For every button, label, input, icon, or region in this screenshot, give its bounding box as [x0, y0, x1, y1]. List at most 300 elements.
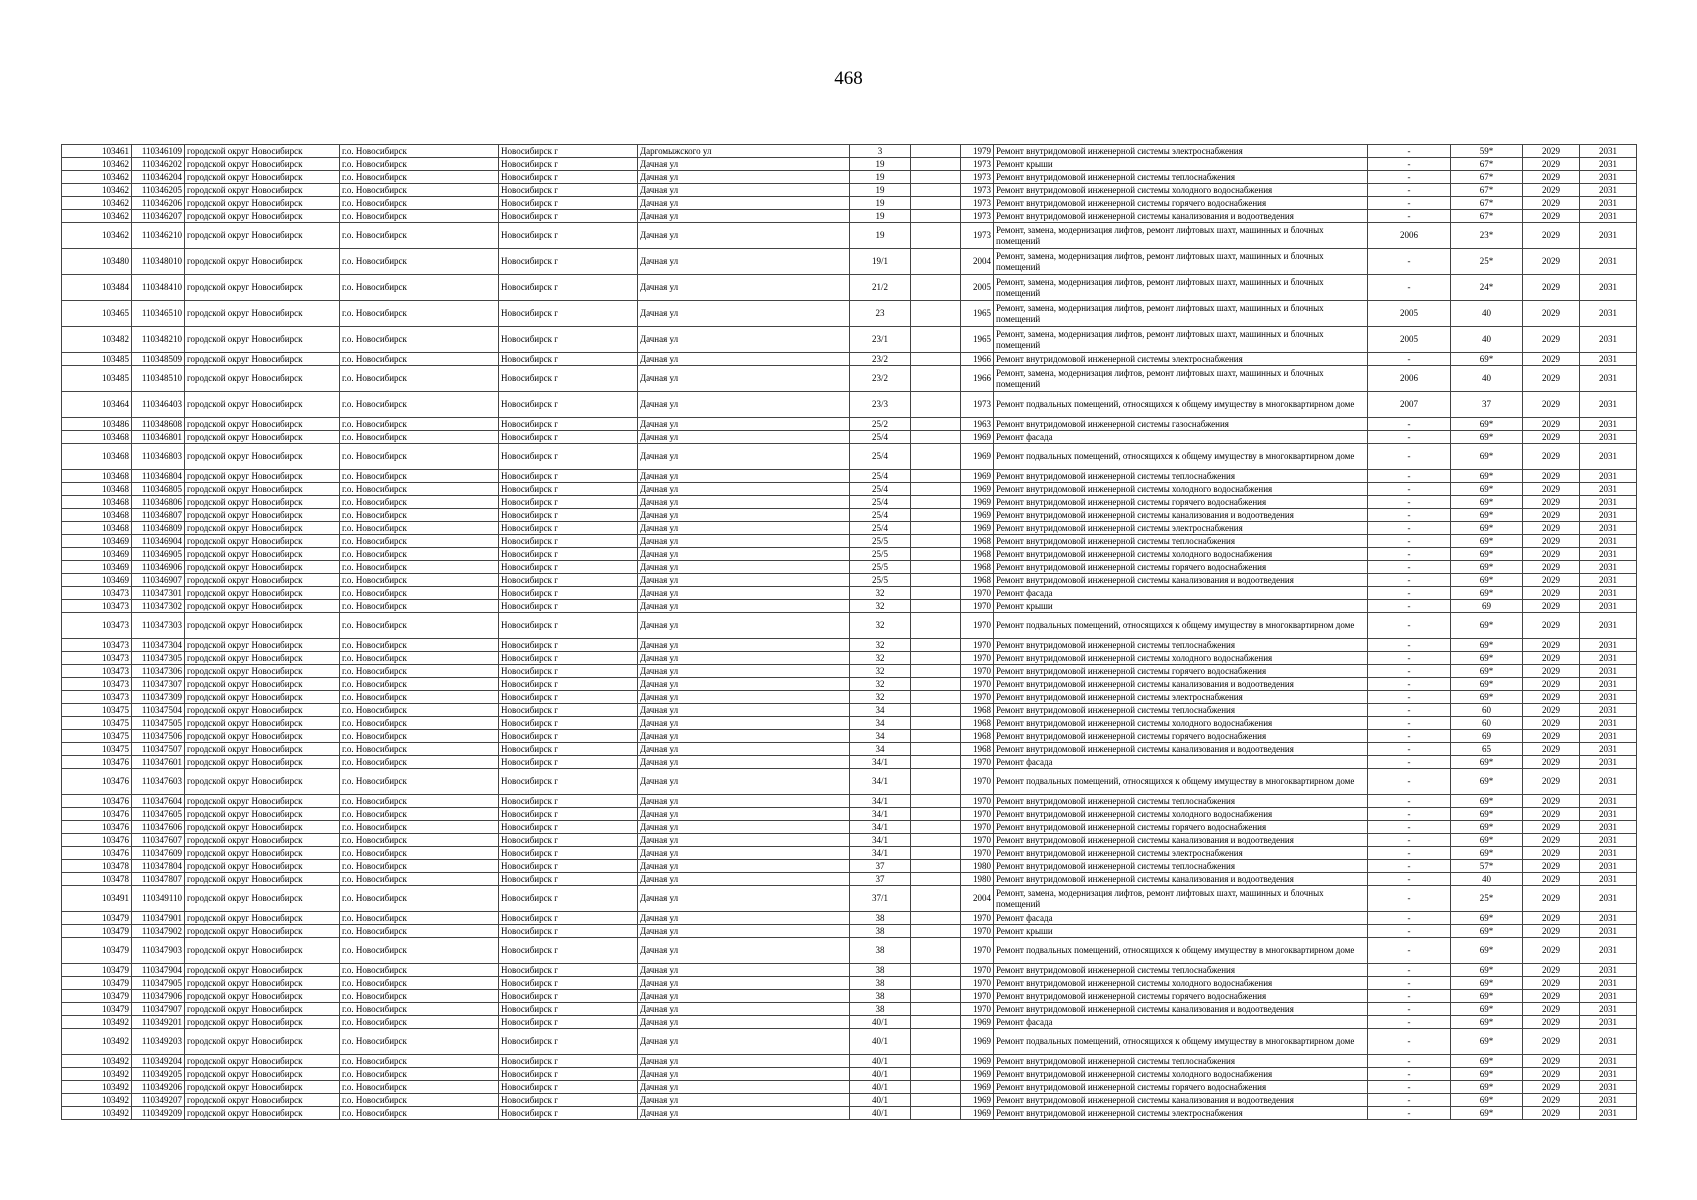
cell-municipal-district: городской округ Новосибирск: [185, 275, 340, 301]
cell-municipality: г.о. Новосибирск: [340, 184, 499, 197]
cell-municipality: г.о. Новосибирск: [340, 587, 499, 600]
cell-last-repair-year: -: [1368, 587, 1451, 600]
cell-municipality: г.о. Новосибирск: [340, 197, 499, 210]
cell-house-id: 103468: [62, 483, 132, 496]
cell-settlement: Новосибирск г: [499, 717, 638, 730]
cell-building: [911, 171, 961, 184]
cell-last-repair-year: -: [1368, 795, 1451, 808]
cell-street: Дачная ул: [638, 691, 850, 704]
cell-settlement: Новосибирск г: [499, 912, 638, 925]
cell-municipality: г.о. Новосибирск: [340, 912, 499, 925]
cell-wear-percent: 69*: [1451, 509, 1523, 522]
cell-street: Даргомыжского ул: [638, 145, 850, 158]
cell-building: [911, 1107, 961, 1120]
cell-municipality: г.о. Новосибирск: [340, 977, 499, 990]
cell-building: [911, 834, 961, 847]
cell-work-id: 110347302: [132, 600, 185, 613]
cell-street: Дачная ул: [638, 990, 850, 1003]
cell-municipal-district: городской округ Новосибирск: [185, 470, 340, 483]
cell-work-id: 110349206: [132, 1081, 185, 1094]
cell-street: Дачная ул: [638, 795, 850, 808]
cell-building: [911, 509, 961, 522]
cell-settlement: Новосибирск г: [499, 808, 638, 821]
cell-house-id: 103475: [62, 717, 132, 730]
cell-work-id: 110347606: [132, 821, 185, 834]
cell-work-id: 110347609: [132, 847, 185, 860]
table-row: [62, 1016, 1637, 1029]
cell-house-number: 40/1: [850, 1068, 911, 1081]
cell-plan-start-year: 2029: [1523, 184, 1580, 197]
cell-plan-start-year: 2029: [1523, 873, 1580, 886]
cell-house-id: 103479: [62, 1003, 132, 1016]
cell-municipality: г.о. Новосибирск: [340, 223, 499, 249]
cell-settlement: Новосибирск г: [499, 639, 638, 652]
cell-year-built: 1970: [961, 769, 994, 795]
cell-municipal-district: городской округ Новосибирск: [185, 769, 340, 795]
cell-last-repair-year: -: [1368, 756, 1451, 769]
cell-municipal-district: городской округ Новосибирск: [185, 184, 340, 197]
cell-wear-percent: 69*: [1451, 418, 1523, 431]
cell-wear-percent: 69*: [1451, 834, 1523, 847]
cell-settlement: Новосибирск г: [499, 353, 638, 366]
cell-house-number: 34/1: [850, 769, 911, 795]
cell-settlement: Новосибирск г: [499, 574, 638, 587]
cell-settlement: Новосибирск г: [499, 600, 638, 613]
cell-plan-start-year: 2029: [1523, 743, 1580, 756]
cell-last-repair-year: -: [1368, 158, 1451, 171]
cell-street: Дачная ул: [638, 509, 850, 522]
cell-work-id: 110347906: [132, 990, 185, 1003]
cell-plan-end-year: 2031: [1580, 600, 1637, 613]
cell-municipality: г.о. Новосибирск: [340, 548, 499, 561]
cell-wear-percent: 69*: [1451, 574, 1523, 587]
cell-municipality: г.о. Новосибирск: [340, 535, 499, 548]
cell-plan-start-year: 2029: [1523, 158, 1580, 171]
cell-building: [911, 1081, 961, 1094]
cell-work-type: Ремонт внутридомовой инженерной системы холодного водоснабжения: [994, 483, 1368, 496]
cell-municipality: г.о. Новосибирск: [340, 444, 499, 470]
cell-settlement: Новосибирск г: [499, 1055, 638, 1068]
cell-work-id: 110347505: [132, 717, 185, 730]
cell-municipal-district: городской округ Новосибирск: [185, 1068, 340, 1081]
cell-work-type: Ремонт крыши: [994, 600, 1368, 613]
cell-year-built: 1965: [961, 301, 994, 327]
cell-house-id: 103484: [62, 275, 132, 301]
cell-work-type: Ремонт фасада: [994, 756, 1368, 769]
cell-work-type: Ремонт, замена, модернизация лифтов, ремонт лифтовых шахт, машинных и блочных помещений: [994, 366, 1368, 392]
cell-municipality: г.о. Новосибирск: [340, 834, 499, 847]
cell-plan-start-year: 2029: [1523, 795, 1580, 808]
cell-house-number: 19: [850, 223, 911, 249]
cell-street: Дачная ул: [638, 275, 850, 301]
cell-settlement: Новосибирск г: [499, 964, 638, 977]
cell-house-number: 19: [850, 210, 911, 223]
cell-year-built: 1968: [961, 717, 994, 730]
cell-work-type: Ремонт, замена, модернизация лифтов, ремонт лифтовых шахт, машинных и блочных помещений: [994, 223, 1368, 249]
cell-work-type: Ремонт внутридомовой инженерной системы горячего водоснабжения: [994, 821, 1368, 834]
cell-work-id: 110347603: [132, 769, 185, 795]
cell-building: [911, 639, 961, 652]
cell-house-id: 103482: [62, 327, 132, 353]
table-row: [62, 418, 1637, 431]
cell-wear-percent: 67*: [1451, 210, 1523, 223]
cell-building: [911, 210, 961, 223]
cell-settlement: Новосибирск г: [499, 678, 638, 691]
cell-plan-end-year: 2031: [1580, 587, 1637, 600]
cell-plan-start-year: 2029: [1523, 912, 1580, 925]
cell-wear-percent: 69*: [1451, 678, 1523, 691]
cell-last-repair-year: -: [1368, 1081, 1451, 1094]
cell-building: [911, 1094, 961, 1107]
cell-last-repair-year: -: [1368, 210, 1451, 223]
cell-work-id: 110347304: [132, 639, 185, 652]
cell-plan-start-year: 2029: [1523, 301, 1580, 327]
cell-municipality: г.о. Новосибирск: [340, 613, 499, 639]
cell-house-number: 25/4: [850, 431, 911, 444]
cell-street: Дачная ул: [638, 925, 850, 938]
cell-settlement: Новосибирск г: [499, 587, 638, 600]
cell-year-built: 1970: [961, 821, 994, 834]
cell-street: Дачная ул: [638, 574, 850, 587]
cell-municipality: г.о. Новосибирск: [340, 821, 499, 834]
cell-house-id: 103464: [62, 392, 132, 418]
cell-wear-percent: 69*: [1451, 587, 1523, 600]
cell-last-repair-year: -: [1368, 522, 1451, 535]
cell-last-repair-year: -: [1368, 769, 1451, 795]
cell-year-built: 1969: [961, 1055, 994, 1068]
cell-house-number: 25/5: [850, 535, 911, 548]
cell-plan-start-year: 2029: [1523, 522, 1580, 535]
cell-year-built: 1970: [961, 587, 994, 600]
cell-municipality: г.о. Новосибирск: [340, 808, 499, 821]
cell-settlement: Новосибирск г: [499, 834, 638, 847]
cell-building: [911, 769, 961, 795]
cell-work-id: 110348410: [132, 275, 185, 301]
cell-last-repair-year: -: [1368, 912, 1451, 925]
cell-settlement: Новосибирск г: [499, 1016, 638, 1029]
cell-work-type: Ремонт внутридомовой инженерной системы электроснабжения: [994, 353, 1368, 366]
cell-building: [911, 717, 961, 730]
cell-settlement: Новосибирск г: [499, 977, 638, 990]
cell-plan-end-year: 2031: [1580, 704, 1637, 717]
cell-wear-percent: 69*: [1451, 561, 1523, 574]
table-row: [62, 197, 1637, 210]
cell-house-id: 103465: [62, 301, 132, 327]
cell-municipality: г.о. Новосибирск: [340, 691, 499, 704]
cell-street: Дачная ул: [638, 821, 850, 834]
table-row: [62, 990, 1637, 1003]
cell-settlement: Новосибирск г: [499, 1094, 638, 1107]
cell-house-id: 103492: [62, 1068, 132, 1081]
cell-settlement: Новосибирск г: [499, 366, 638, 392]
cell-municipal-district: городской округ Новосибирск: [185, 301, 340, 327]
cell-municipal-district: городской округ Новосибирск: [185, 743, 340, 756]
cell-settlement: Новосибирск г: [499, 704, 638, 717]
cell-municipal-district: городской округ Новосибирск: [185, 730, 340, 743]
cell-house-number: 25/4: [850, 470, 911, 483]
cell-work-id: 110347507: [132, 743, 185, 756]
cell-plan-end-year: 2031: [1580, 717, 1637, 730]
cell-plan-end-year: 2031: [1580, 938, 1637, 964]
cell-work-id: 110348608: [132, 418, 185, 431]
cell-municipal-district: городской округ Новосибирск: [185, 834, 340, 847]
cell-work-id: 110347607: [132, 834, 185, 847]
cell-house-id: 103469: [62, 574, 132, 587]
cell-street: Дачная ул: [638, 366, 850, 392]
cell-building: [911, 873, 961, 886]
cell-last-repair-year: -: [1368, 496, 1451, 509]
cell-plan-end-year: 2031: [1580, 418, 1637, 431]
cell-work-id: 110347305: [132, 652, 185, 665]
cell-street: Дачная ул: [638, 730, 850, 743]
cell-street: Дачная ул: [638, 249, 850, 275]
cell-house-id: 103473: [62, 600, 132, 613]
cell-wear-percent: 69*: [1451, 483, 1523, 496]
table-row: [62, 886, 1637, 912]
table-row: [62, 639, 1637, 652]
cell-house-number: 34/1: [850, 847, 911, 860]
table-row: [62, 678, 1637, 691]
cell-street: Дачная ул: [638, 964, 850, 977]
cell-plan-start-year: 2029: [1523, 327, 1580, 353]
cell-house-id: 103462: [62, 184, 132, 197]
cell-municipal-district: городской округ Новосибирск: [185, 353, 340, 366]
table-row: [62, 964, 1637, 977]
cell-wear-percent: 60: [1451, 717, 1523, 730]
cell-plan-end-year: 2031: [1580, 821, 1637, 834]
cell-plan-start-year: 2029: [1523, 1107, 1580, 1120]
cell-house-id: 103475: [62, 730, 132, 743]
cell-municipality: г.о. Новосибирск: [340, 561, 499, 574]
cell-municipal-district: городской округ Новосибирск: [185, 964, 340, 977]
cell-plan-end-year: 2031: [1580, 860, 1637, 873]
cell-municipality: г.о. Новосибирск: [340, 496, 499, 509]
cell-municipality: г.о. Новосибирск: [340, 392, 499, 418]
cell-work-type: Ремонт внутридомовой инженерной системы канализования и водоотведения: [994, 873, 1368, 886]
cell-year-built: 1966: [961, 353, 994, 366]
cell-house-id: 103492: [62, 1081, 132, 1094]
cell-work-type: Ремонт внутридомовой инженерной системы горячего водоснабжения: [994, 496, 1368, 509]
cell-street: Дачная ул: [638, 1055, 850, 1068]
cell-settlement: Новосибирск г: [499, 847, 638, 860]
cell-municipal-district: городской округ Новосибирск: [185, 808, 340, 821]
cell-municipality: г.о. Новосибирск: [340, 769, 499, 795]
cell-house-id: 103492: [62, 1107, 132, 1120]
cell-plan-end-year: 2031: [1580, 392, 1637, 418]
cell-last-repair-year: -: [1368, 704, 1451, 717]
cell-last-repair-year: -: [1368, 353, 1451, 366]
cell-year-built: 1970: [961, 639, 994, 652]
cell-street: Дачная ул: [638, 223, 850, 249]
cell-house-id: 103479: [62, 964, 132, 977]
cell-building: [911, 223, 961, 249]
table-row: [62, 561, 1637, 574]
cell-wear-percent: 40: [1451, 327, 1523, 353]
cell-plan-start-year: 2029: [1523, 730, 1580, 743]
cell-house-id: 103479: [62, 977, 132, 990]
cell-plan-start-year: 2029: [1523, 600, 1580, 613]
cell-house-id: 103473: [62, 678, 132, 691]
cell-building: [911, 574, 961, 587]
cell-house-number: 40/1: [850, 1081, 911, 1094]
cell-work-type: Ремонт подвальных помещений, относящихся к общему имуществу в многоквартирном доме: [994, 392, 1368, 418]
cell-year-built: 1969: [961, 470, 994, 483]
cell-work-id: 110346906: [132, 561, 185, 574]
cell-street: Дачная ул: [638, 808, 850, 821]
cell-municipality: г.о. Новосибирск: [340, 431, 499, 444]
cell-house-id: 103475: [62, 704, 132, 717]
cell-plan-start-year: 2029: [1523, 990, 1580, 1003]
cell-municipal-district: городской округ Новосибирск: [185, 691, 340, 704]
cell-year-built: 1970: [961, 665, 994, 678]
cell-municipal-district: городской округ Новосибирск: [185, 873, 340, 886]
cell-municipal-district: городской округ Новосибирск: [185, 145, 340, 158]
cell-municipality: г.о. Новосибирск: [340, 301, 499, 327]
cell-municipal-district: городской округ Новосибирск: [185, 795, 340, 808]
cell-work-type: Ремонт подвальных помещений, относящихся к общему имуществу в многоквартирном доме: [994, 938, 1368, 964]
cell-plan-end-year: 2031: [1580, 795, 1637, 808]
cell-plan-start-year: 2029: [1523, 613, 1580, 639]
cell-house-number: 32: [850, 639, 911, 652]
cell-plan-end-year: 2031: [1580, 1003, 1637, 1016]
cell-house-number: 38: [850, 990, 911, 1003]
cell-last-repair-year: -: [1368, 418, 1451, 431]
cell-municipal-district: городской округ Новосибирск: [185, 717, 340, 730]
cell-work-type: Ремонт, замена, модернизация лифтов, ремонт лифтовых шахт, машинных и блочных помещений: [994, 301, 1368, 327]
cell-last-repair-year: -: [1368, 743, 1451, 756]
cell-municipal-district: городской округ Новосибирск: [185, 210, 340, 223]
cell-work-type: Ремонт внутридомовой инженерной системы электроснабжения: [994, 522, 1368, 535]
cell-work-type: Ремонт внутридомовой инженерной системы холодного водоснабжения: [994, 184, 1368, 197]
table-row: [62, 522, 1637, 535]
cell-work-type: Ремонт, замена, модернизация лифтов, ремонт лифтовых шахт, машинных и блочных помещений: [994, 275, 1368, 301]
cell-plan-end-year: 2031: [1580, 171, 1637, 184]
cell-last-repair-year: -: [1368, 184, 1451, 197]
cell-street: Дачная ул: [638, 392, 850, 418]
cell-year-built: 1969: [961, 431, 994, 444]
cell-municipal-district: городской округ Новосибирск: [185, 444, 340, 470]
cell-plan-end-year: 2031: [1580, 548, 1637, 561]
cell-plan-end-year: 2031: [1580, 431, 1637, 444]
cell-house-id: 103479: [62, 990, 132, 1003]
cell-house-id: 103469: [62, 548, 132, 561]
cell-building: [911, 444, 961, 470]
cell-work-id: 110346806: [132, 496, 185, 509]
cell-plan-end-year: 2031: [1580, 834, 1637, 847]
table-row: [62, 1094, 1637, 1107]
cell-house-number: 32: [850, 691, 911, 704]
cell-wear-percent: 69*: [1451, 353, 1523, 366]
cell-house-number: 38: [850, 977, 911, 990]
table-row: [62, 587, 1637, 600]
cell-house-number: 34: [850, 717, 911, 730]
cell-building: [911, 1055, 961, 1068]
cell-plan-end-year: 2031: [1580, 496, 1637, 509]
cell-house-id: 103480: [62, 249, 132, 275]
cell-municipal-district: городской округ Новосибирск: [185, 1003, 340, 1016]
cell-settlement: Новосибирск г: [499, 1029, 638, 1055]
table-row: [62, 977, 1637, 990]
cell-year-built: 1969: [961, 522, 994, 535]
cell-work-type: Ремонт, замена, модернизация лифтов, ремонт лифтовых шахт, машинных и блочных помещений: [994, 327, 1368, 353]
cell-plan-start-year: 2029: [1523, 938, 1580, 964]
cell-municipal-district: городской округ Новосибирск: [185, 366, 340, 392]
cell-street: Дачная ул: [638, 431, 850, 444]
cell-plan-end-year: 2031: [1580, 327, 1637, 353]
cell-last-repair-year: -: [1368, 1068, 1451, 1081]
cell-municipality: г.о. Новосибирск: [340, 847, 499, 860]
cell-work-id: 110349201: [132, 1016, 185, 1029]
cell-wear-percent: 69*: [1451, 977, 1523, 990]
table-row: [62, 431, 1637, 444]
cell-work-type: Ремонт внутридомовой инженерной системы горячего водоснабжения: [994, 665, 1368, 678]
cell-building: [911, 886, 961, 912]
cell-building: [911, 938, 961, 964]
cell-last-repair-year: -: [1368, 1003, 1451, 1016]
cell-settlement: Новосибирск г: [499, 548, 638, 561]
cell-wear-percent: 25*: [1451, 249, 1523, 275]
cell-wear-percent: 69*: [1451, 808, 1523, 821]
cell-street: Дачная ул: [638, 743, 850, 756]
cell-wear-percent: 67*: [1451, 197, 1523, 210]
cell-municipal-district: городской округ Новосибирск: [185, 587, 340, 600]
cell-building: [911, 184, 961, 197]
cell-house-id: 103479: [62, 925, 132, 938]
cell-work-id: 110348509: [132, 353, 185, 366]
cell-plan-end-year: 2031: [1580, 886, 1637, 912]
cell-last-repair-year: -: [1368, 834, 1451, 847]
cell-street: Дачная ул: [638, 873, 850, 886]
cell-plan-end-year: 2031: [1580, 691, 1637, 704]
cell-plan-end-year: 2031: [1580, 730, 1637, 743]
cell-house-id: 103486: [62, 418, 132, 431]
cell-street: Дачная ул: [638, 678, 850, 691]
cell-municipal-district: городской округ Новосибирск: [185, 847, 340, 860]
cell-municipality: г.о. Новосибирск: [340, 886, 499, 912]
cell-year-built: 1969: [961, 483, 994, 496]
cell-street: Дачная ул: [638, 184, 850, 197]
cell-year-built: 1970: [961, 834, 994, 847]
cell-municipal-district: городской округ Новосибирск: [185, 223, 340, 249]
cell-work-id: 110346510: [132, 301, 185, 327]
cell-last-repair-year: -: [1368, 431, 1451, 444]
cell-plan-end-year: 2031: [1580, 145, 1637, 158]
cell-house-number: 19: [850, 197, 911, 210]
cell-municipal-district: городской округ Новосибирск: [185, 938, 340, 964]
cell-municipal-district: городской округ Новосибирск: [185, 509, 340, 522]
cell-house-id: 103478: [62, 873, 132, 886]
cell-work-type: Ремонт внутридомовой инженерной системы холодного водоснабжения: [994, 652, 1368, 665]
cell-work-id: 110347904: [132, 964, 185, 977]
cell-municipal-district: городской округ Новосибирск: [185, 548, 340, 561]
table-row: [62, 301, 1637, 327]
cell-work-type: Ремонт внутридомовой инженерной системы горячего водоснабжения: [994, 730, 1368, 743]
cell-settlement: Новосибирск г: [499, 483, 638, 496]
cell-house-id: 103473: [62, 665, 132, 678]
cell-street: Дачная ул: [638, 158, 850, 171]
cell-municipal-district: городской округ Новосибирск: [185, 1107, 340, 1120]
cell-work-id: 110347604: [132, 795, 185, 808]
cell-plan-start-year: 2029: [1523, 652, 1580, 665]
cell-work-type: Ремонт внутридомовой инженерной системы теплоснабжения: [994, 1055, 1368, 1068]
cell-plan-end-year: 2031: [1580, 912, 1637, 925]
cell-house-id: 103492: [62, 1055, 132, 1068]
cell-wear-percent: 69*: [1451, 1068, 1523, 1081]
cell-plan-end-year: 2031: [1580, 613, 1637, 639]
cell-last-repair-year: -: [1368, 561, 1451, 574]
cell-work-type: Ремонт фасада: [994, 431, 1368, 444]
cell-plan-start-year: 2029: [1523, 925, 1580, 938]
